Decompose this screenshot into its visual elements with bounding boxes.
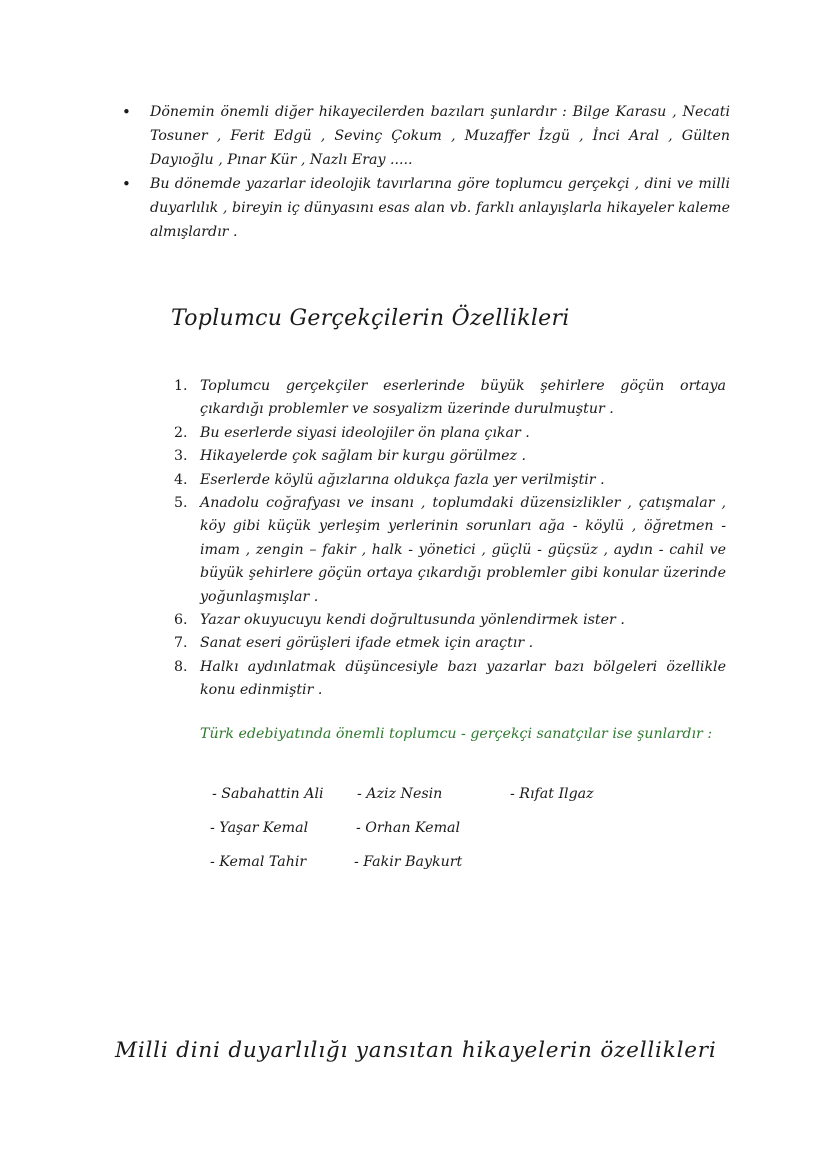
intro-bullet-2: • Bu dönemde yazarlar ideolojik tavırlarına göre toplumcu gerçekçi , dini ve milli duyarlılık , bireyin iç dünyasını esas alan vb. farklı anlayışlarla hikayeler kaleme almışlardır .	[118, 172, 730, 244]
feature-number: 3.	[174, 448, 188, 465]
feature-number: 1.	[174, 378, 188, 394]
feature-text: Yazar okuyucuyu kendi doğrultusunda yönlendirmek ister .	[200, 612, 625, 629]
feature-text: Eserlerde köylü ağızlarına oldukça fazla yer verilmiştir .	[200, 471, 605, 488]
authors-list	[0, 782, 828, 892]
feature-text: Bu eserlerde siyasi ideolojiler ön plana çıkar .	[200, 424, 530, 441]
feature-text: Anadolu coğrafyası ve insanı , toplumdaki düzensizlikler , çatışmalar , köy gibi küçük yerleşim yerlerinin sorunları ağa - köylü , öğretmen - imam , zengin – fakir , halk - yönetici , güçlü - güçsüz , aydın - cahil ve büyük şehirlere göçün ortaya çıkardığı problemler gibi konular üzerinde yoğunlaşmışlar .	[200, 495, 726, 605]
feature-item	[170, 469, 726, 492]
feature-text: Toplumcu gerçekçiler eserlerinde büyük şehirlere göçün ortaya çıkardığı problemler ve sosyalizm üzerinde durulmuştur .	[200, 378, 726, 418]
feature-text: Hikayelerde çok sağlam bir kurgu görülmez .	[200, 448, 527, 465]
feature-text: Halkı aydınlatmak düşüncesiyle bazı yazarlar bazı bölgeleri özellikle konu edinmiştir .	[200, 658, 726, 699]
feature-item	[170, 632, 726, 655]
author-name: - Fakir Baykurt	[354, 854, 463, 870]
author-name: - Sabahattin Ali	[212, 786, 324, 802]
feature-number: 5.	[174, 495, 188, 512]
bottom-section-title: Milli dini duyarlılığı yansıtan hikayelerin özellikleri	[115, 1038, 717, 1063]
author-name: - Aziz Nesin	[357, 786, 443, 802]
feature-item	[170, 656, 726, 703]
feature-number: 7.	[174, 635, 188, 652]
feature-item	[170, 445, 726, 468]
authors-intro: Türk edebiyatında önemli toplumcu - gerçekçi sanatçılar ise şunlardır :	[200, 726, 713, 742]
feature-number: 8.	[174, 658, 188, 675]
intro-bullet-1: • Dönemin önemli diğer hikayecilerden bazıları şunlardır : Bilge Karasu , Necati Tosuner , Ferit Edgü , Sevinç Çokum , Muzaffer İzgü , İnci Aral , Gülten Dayıoğlu , Pınar Kür , Nazlı Eray .....	[118, 100, 730, 172]
feature-number: 2.	[174, 424, 188, 441]
feature-number: 4.	[174, 471, 188, 488]
author-name: - Rıfat Ilgaz	[510, 786, 594, 802]
feature-item	[170, 492, 726, 609]
author-name: - Yaşar Kemal	[210, 820, 309, 836]
intro-bullet-list	[118, 100, 730, 244]
feature-number: 6.	[174, 612, 188, 629]
section-title: Toplumcu Gerçekçilerin Özellikleri	[171, 306, 570, 331]
feature-text: Sanat eseri görüşleri ifade etmek için araçtır .	[200, 635, 534, 652]
author-name: - Orhan Kemal	[356, 820, 461, 836]
features-list	[170, 375, 726, 703]
author-name: - Kemal Tahir	[210, 854, 307, 870]
feature-item	[170, 375, 726, 422]
feature-item	[170, 609, 726, 632]
feature-item	[170, 422, 726, 445]
